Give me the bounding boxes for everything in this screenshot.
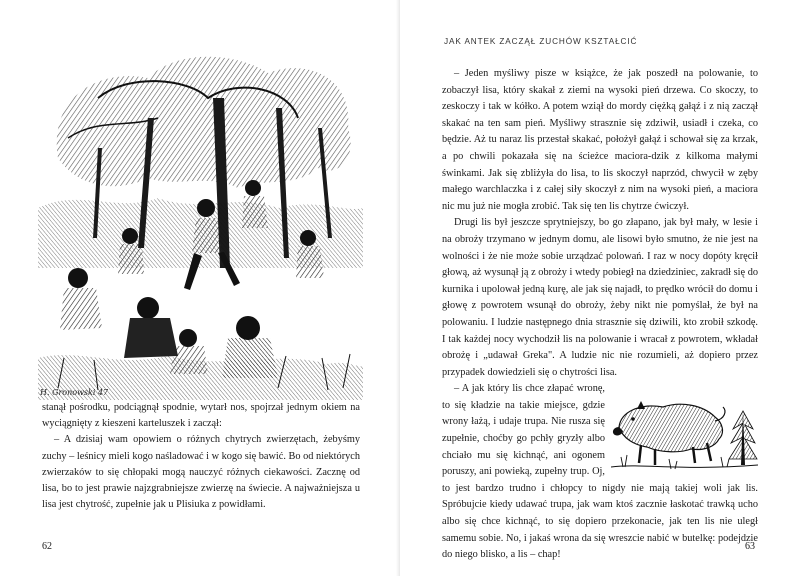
artist-signature: H. Gronowski 47: [40, 388, 109, 397]
boys-playing-in-forest-icon: [38, 38, 363, 400]
paragraph: – Jeden myśliwy pisze w książce, że jak poszedł na polowanie, to zobaczył lisa, który skakał z ziemi na wysoki pień drzewa. Co skoczy, to zeskoczy i tak w kółko. A potem wziął do mordy ciężką gałąź i z nią zaczął skakać na ten sam pień. Myśliwy strasznie się zdziwił, usiadł i czeka, co będzie. Aż tu naraz lis przestał skakać, położył gałąź i schował się za krzak, a po chwili pokazała się na ścieżce maciora-dzik z kilkoma małymi świnkami. Jak się zbliżyła do lisa, to lis skoczył naprzód, chwycił w zęby małego warchlaczka i z całej siły skoczył z nim na wysoki pień, a maciora nic mu już nie mogła zrobić. Tak się ten lis chytrze ćwiczył.: [442, 68, 758, 212]
running-head: JAK ANTEK ZACZĄŁ ZUCHÓW KSZTAŁCIĆ: [444, 37, 638, 46]
paragraph-with-illustration: [442, 381, 758, 564]
page-number-left: 62: [42, 541, 52, 552]
wild-boar-icon: [611, 381, 758, 477]
page-number-right: 63: [745, 541, 755, 552]
boar-illustration: [611, 381, 758, 477]
forest-illustration: [38, 38, 363, 400]
paragraph-text: – A jak który lis chce złapać wronę, to się kładzie na takie miejsce, gdzie wrony łażą, i udaje trupa. Nie rusza się zupełnie, choćby go pchły gryzły albo chciało mu się kichnąć, ani ogonem poruszy, ani powieką, zupełny trup. Oj, to jest bardzo trudno i chłopcy to nigdy nie mają takiej woli jak lis. Spróbujcie kiedy udawać trupa, jak wam ktoś zacznie łaskotać trawką ucho albo się chce kichnąć, to się dopiero przekonacie, jak ten lis nie uległ samemu sobie. No, i jakaś wrona da się wreszcie nabić w butelkę: podejdzie do niego blisko, a lis – chap!: [442, 383, 758, 561]
paragraph: – A dzisiaj wam opowiem o różnych chytrych zwierzętach, żebyśmy zuchy – leśnicy mieli kogo naśladować i w kogo się bawić. Bo od niektórych zwierzaków to się chłopaki mogą nauczyć różnych ciekawości. Zacznę od lisa, bo to jest prawie najzgrabniejsze zwierzę na świecie. A najważniejsza u lisa jest chytrość, zupełnie jak u Plisiuka z powidłami.: [42, 434, 360, 511]
left-body-text: [42, 400, 360, 513]
paragraph: Drugi lis był jeszcze sprytniejszy, bo go złapano, jak był mały, w lesie i na obroży trzymano w jednym domu, ale lisowi było smutno, że nie jest na wolności i że nie może sobie urządzać polowań. I raz w nocy dopóty kręcił głową, aż wysunął ją z obroży i wtedy pobiegł na dziedziniec, zakradł się do kurnika i upolował jedną kurę, ale jak się najadł, to prędko wrócił do domu i głowę z powrotem wsunął do obroży, żeby nikt nie pomyślał, że był na polowaniu. I ludzie następnego dnia strasznie się dziwili, kto zrobił szkodę. I tak każdej nocy wychodził lis na polowanie i wracał z powrotem, wkładał obrożę i „udawał Greka". A ludzie nic nie rozumieli, aż dopiero przez przypadek dowiedzieli się o chytrości lisa.: [442, 217, 758, 378]
paragraph: stanął pośrodku, podciągnął spodnie, wytarł nos, spojrzał jednym okiem na wyciągnięty z kieszeni karteluszek i zaczął:: [42, 402, 360, 430]
right-body-text: [442, 66, 758, 564]
